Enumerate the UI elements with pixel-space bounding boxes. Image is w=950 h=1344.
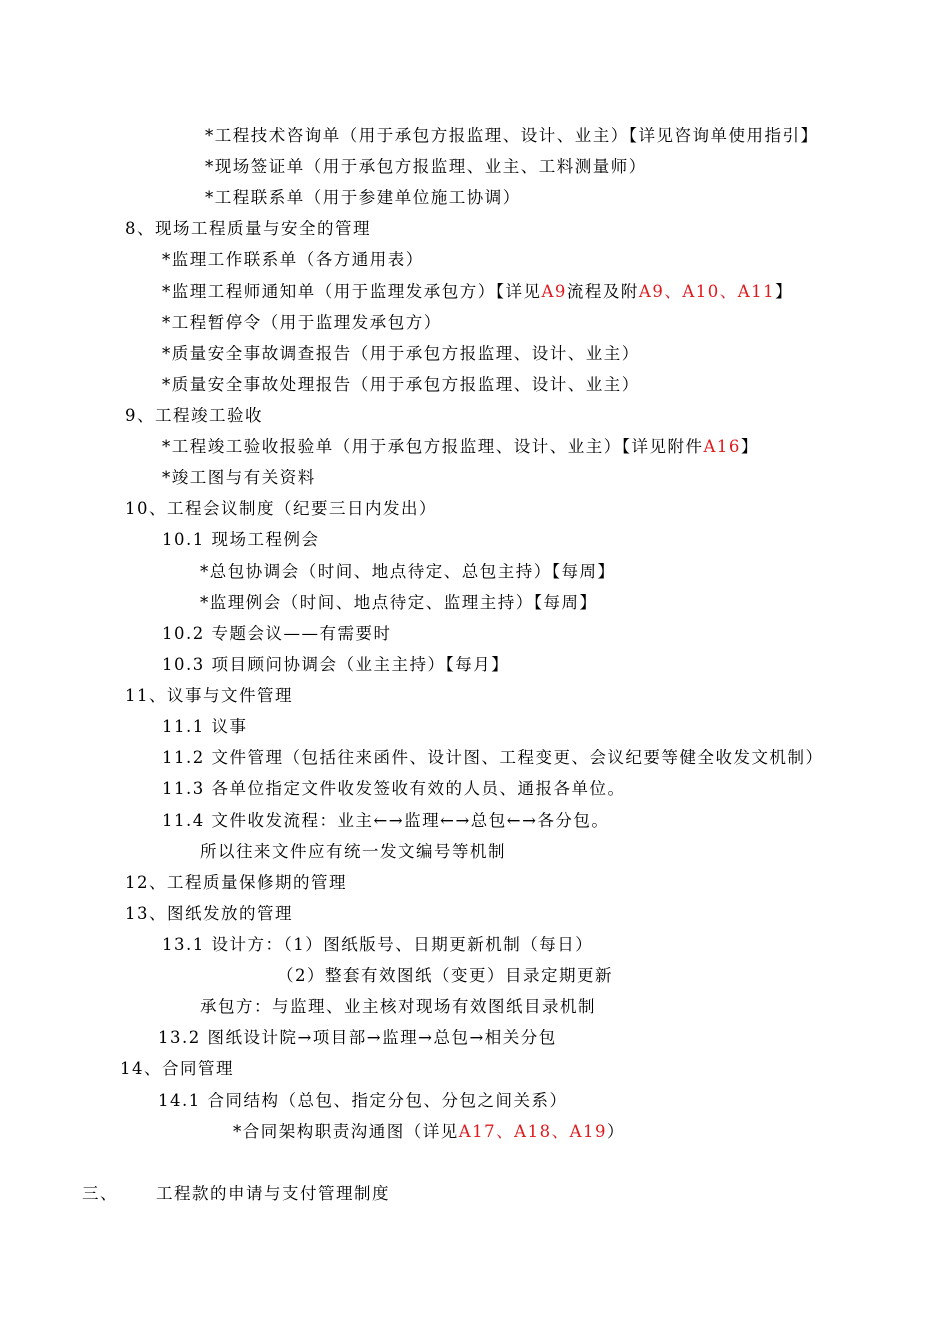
doc-line: （2）整套有效图纸（变更）目录定期更新 [277, 966, 613, 985]
section-heading-9: 9、工程竣工验收 [125, 406, 263, 425]
doc-line: *监理例会（时间、地点待定、监理主持）【每周】 [200, 593, 598, 612]
subsection-heading: 11.2 文件管理（包括往来函件、设计图、工程变更、会议纪要等健全收发文机制） [162, 748, 824, 767]
doc-line: *工程联系单（用于参建单位施工协调） [205, 188, 521, 207]
doc-line: *工程暂停令（用于监理发承包方） [162, 313, 442, 332]
line-text: 流程及附 [566, 282, 639, 301]
doc-line: 所以往来文件应有统一发文编号等机制 [200, 842, 506, 861]
subsection-heading: 10.3 项目顾问协调会（业主主持）【每月】 [162, 655, 510, 674]
section-heading-8: 8、现场工程质量与安全的管理 [125, 219, 371, 238]
reference-link: A9、A10、A11 [638, 282, 776, 301]
doc-line: *竣工图与有关资料 [162, 468, 316, 487]
line-text: *合同架构职责沟通图（详见 [233, 1122, 459, 1141]
doc-line [233, 1121, 625, 1143]
chapter-number: 三、 [82, 1184, 118, 1203]
section-heading-12: 12、工程质量保修期的管理 [125, 873, 347, 892]
section-heading-14: 14、合同管理 [120, 1059, 234, 1078]
subsection-heading: 11.3 各单位指定文件收发签收有效的人员、通报各单位。 [162, 779, 626, 798]
doc-line: 承包方：与监理、业主核对现场有效图纸目录机制 [200, 997, 596, 1016]
section-heading-10: 10、工程会议制度（纪要三日内发出） [125, 499, 437, 518]
doc-line: *工程技术咨询单（用于承包方报监理、设计、业主）【详见咨询单使用指引】 [205, 126, 819, 145]
subsection-heading: 10.1 现场工程例会 [162, 530, 320, 549]
chapter-title: 工程款的申请与支付管理制度 [156, 1184, 390, 1203]
line-text: 】 [775, 282, 794, 301]
subsection-heading: 10.2 专题会议——有需要时 [162, 624, 392, 643]
line-text: *工程竣工验收报验单（用于承包方报监理、设计、业主）【详见附件 [162, 437, 704, 456]
line-text: ） [606, 1122, 625, 1141]
subsection-heading: 13.1 设计方：（1）图纸版号、日期更新机制（每日） [162, 935, 594, 954]
section-heading-13: 13、图纸发放的管理 [125, 904, 293, 923]
chapter-heading [82, 1183, 390, 1205]
doc-line [162, 436, 759, 458]
subsection-heading: 11.4 文件收发流程：业主←→监理←→总包←→各分包。 [162, 811, 610, 830]
reference-link: A16 [703, 437, 741, 456]
line-text: *监理工程师通知单（用于监理发承包方）【详见 [162, 282, 542, 301]
subsection-heading: 13.2 图纸设计院→项目部→监理→总包→相关分包 [158, 1028, 557, 1047]
doc-line: *总包协调会（时间、地点待定、总包主持）【每周】 [200, 562, 616, 581]
reference-link: A17、A18、A19 [458, 1122, 607, 1141]
doc-line: *质量安全事故处理报告（用于承包方报监理、设计、业主） [162, 375, 640, 394]
line-text: 】 [740, 437, 759, 456]
doc-line: *监理工作联系单（各方通用表） [162, 250, 424, 269]
doc-line [162, 281, 793, 303]
doc-line: *现场签证单（用于承包方报监理、业主、工料测量师） [205, 157, 647, 176]
subsection-heading: 14.1 合同结构（总包、指定分包、分包之间关系） [158, 1091, 568, 1110]
doc-line: *质量安全事故调查报告（用于承包方报监理、设计、业主） [162, 344, 640, 363]
reference-link: A9 [541, 282, 567, 301]
section-heading-11: 11、议事与文件管理 [125, 686, 293, 705]
subsection-heading: 11.1 议事 [162, 717, 248, 736]
